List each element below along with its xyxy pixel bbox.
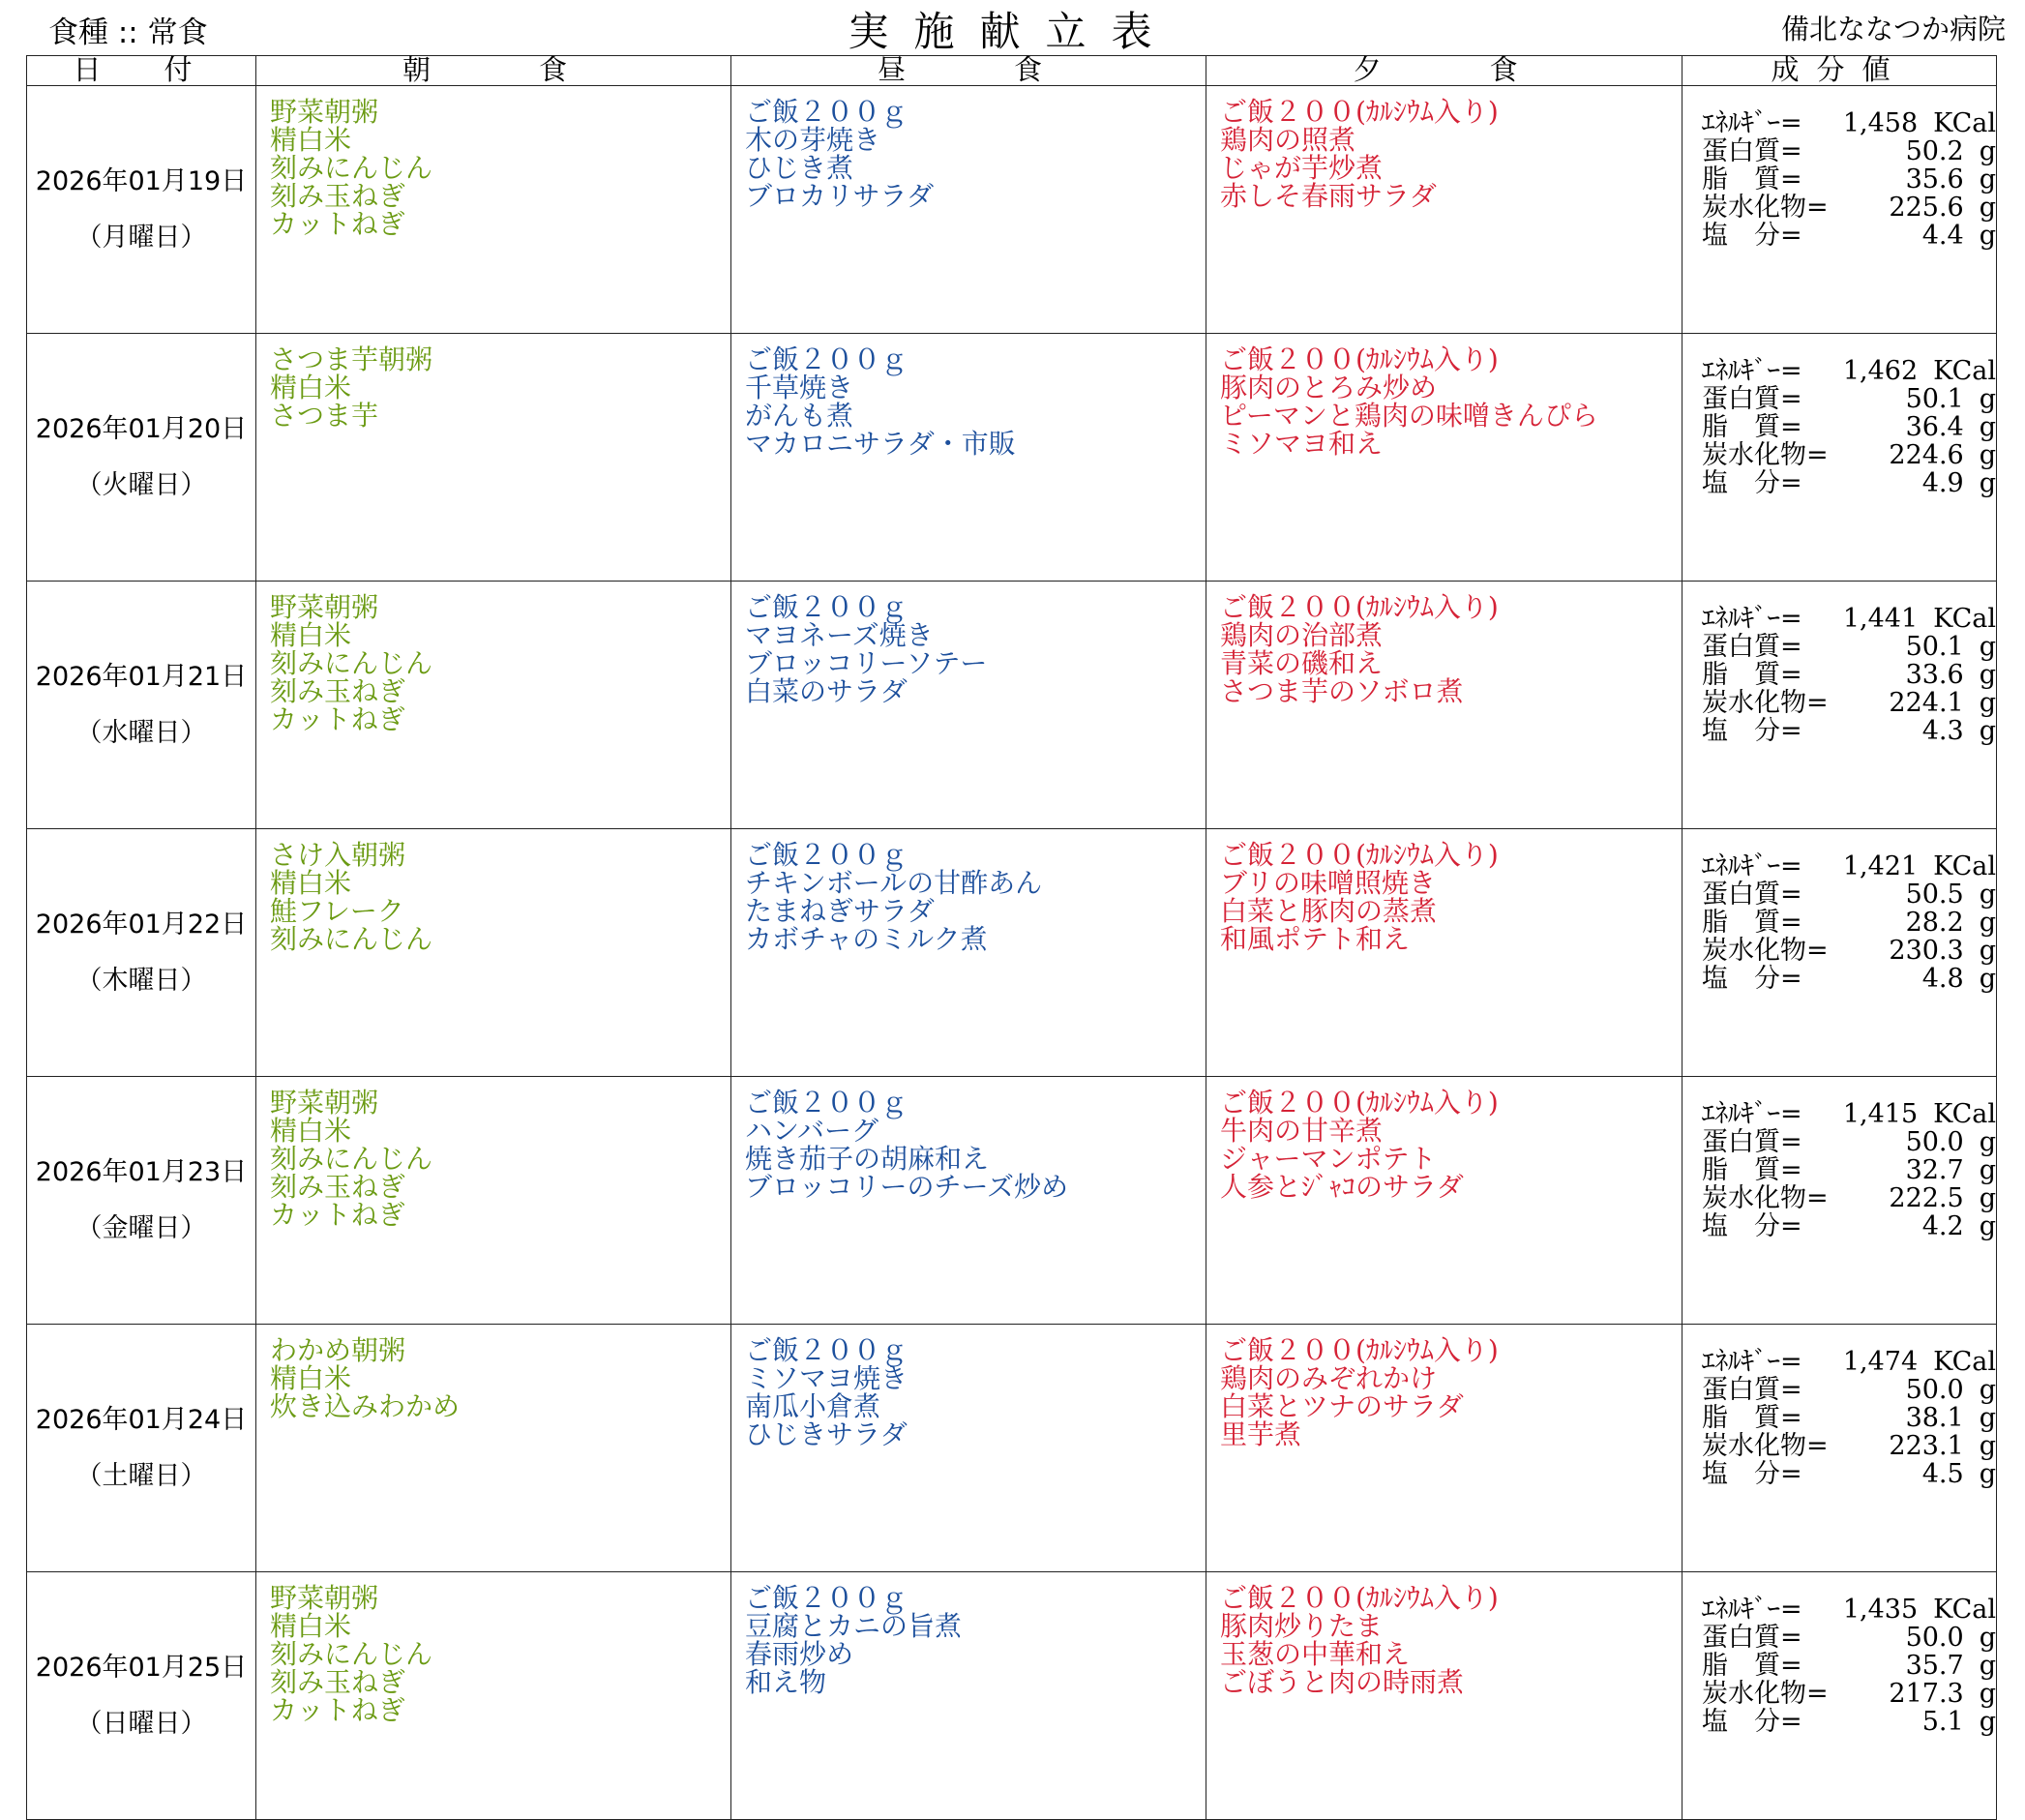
weekday-text: （火曜日） (75, 469, 207, 500)
nutrient-value: 1,462 (1842, 356, 1919, 386)
breakfast-cell (256, 829, 731, 1077)
lunch-menu-item: マヨネーズ焼き (745, 619, 934, 651)
table-row (27, 1572, 1997, 1820)
lunch-cell (731, 829, 1206, 1077)
nutrient-row-protein (1702, 385, 1996, 413)
lunch-menu-item: ひじきサラダ (745, 1418, 908, 1450)
nutrient-unit: g (1979, 221, 1996, 251)
nutrient-unit: g (1979, 716, 1996, 746)
nutrient-row-carbs (1702, 441, 1996, 469)
lunch-menu-item: 春雨炒め (745, 1638, 854, 1670)
breakfast-menu-item: 精白米 (270, 619, 352, 651)
nutrient-row-salt (1702, 717, 1996, 745)
weekday-text: （金曜日） (75, 1212, 207, 1243)
nutrient-unit: g (1979, 412, 1996, 442)
dinner-menu-item: じゃが芋炒煮 (1220, 152, 1384, 184)
nutrient-label: 塩 分= (1702, 1211, 1802, 1241)
nutrient-value: 1,441 (1842, 604, 1919, 634)
lunch-menu-item: 白菜のサラダ (745, 675, 908, 707)
breakfast-cell (256, 86, 731, 334)
nutrient-label: ｴﾈﾙｷﾞｰ= (1702, 356, 1802, 386)
nutrient-label: 脂 質= (1702, 1651, 1802, 1681)
nutrients-cell (1683, 1077, 1997, 1325)
lunch-menu-item: 木の芽焼き (745, 124, 881, 156)
nutrient-row-protein (1702, 137, 1996, 165)
nutrient-row-salt (1702, 1212, 1996, 1240)
nutrient-label: ｴﾈﾙｷﾞｰ= (1702, 851, 1802, 881)
column-header-lunch: 昼 食 (731, 56, 1206, 86)
table-header-row (27, 56, 1997, 86)
lunch-menu-item: たまねぎサラダ (745, 895, 935, 927)
nutrient-value: 4.9 (1921, 468, 1964, 498)
breakfast-menu-item: 野菜朝粥 (270, 1087, 379, 1119)
breakfast-menu-item: カットねぎ (270, 1694, 405, 1726)
nutrient-row-energy (1702, 605, 1996, 633)
nutrient-row-fat (1702, 165, 1996, 194)
nutrient-row-protein (1702, 1128, 1996, 1156)
nutrient-value: 1,415 (1842, 1099, 1919, 1129)
nutrient-row-protein (1702, 1624, 1996, 1652)
dinner-menu-item: ご飯２００(ｶﾙｼｳﾑ入り) (1220, 1087, 1499, 1119)
lunch-menu-item: 和え物 (745, 1666, 827, 1698)
nutrient-row-salt (1702, 469, 1996, 497)
nutrient-unit: g (1979, 1679, 1996, 1709)
dinner-menu-item: ご飯２００(ｶﾙｼｳﾑ入り) (1220, 96, 1499, 128)
nutrient-unit: g (1979, 964, 1996, 994)
nutrient-label: 脂 質= (1702, 1155, 1802, 1185)
lunch-menu-item: 南瓜小倉煮 (745, 1390, 881, 1422)
dinner-menu-item: 鶏肉の照煮 (1220, 124, 1356, 156)
nutrient-value: 222.5 (1889, 1183, 1964, 1213)
dinner-cell (1206, 1325, 1683, 1572)
nutrient-row-salt (1702, 965, 1996, 993)
lunch-menu-item: ご飯２００ｇ (745, 839, 908, 871)
nutrient-unit: g (1979, 1459, 1996, 1489)
dinner-menu-item: 赤しそ春雨サラダ (1220, 180, 1437, 212)
menu-table-body (27, 86, 1997, 1820)
breakfast-cell (256, 582, 731, 829)
nutrient-unit: KCal (1933, 1099, 1996, 1129)
dinner-cell (1206, 86, 1683, 334)
breakfast-cell (256, 1572, 731, 1820)
breakfast-menu-item: 刻みにんじん (270, 923, 433, 955)
dinner-cell (1206, 829, 1683, 1077)
nutrient-label: 炭水化物= (1702, 193, 1829, 223)
nutrient-label: 蛋白質= (1702, 632, 1802, 662)
nutrient-value: 50.0 (1905, 1127, 1964, 1157)
nutrient-unit: g (1979, 1707, 1996, 1737)
nutrients-cell (1683, 86, 1997, 334)
table-row (27, 1325, 1997, 1572)
nutrient-row-energy (1702, 1100, 1996, 1128)
lunch-menu-item: ご飯２００ｇ (745, 1087, 908, 1119)
nutrient-label: 脂 質= (1702, 660, 1802, 690)
nutrient-unit: KCal (1933, 1347, 1996, 1377)
dinner-menu-item: 鶏肉の治部煮 (1220, 619, 1384, 651)
nutrient-value: 225.6 (1889, 193, 1964, 223)
date-cell (27, 1572, 256, 1820)
date-text: 2026年01月20日 (35, 413, 248, 444)
table-row (27, 334, 1997, 582)
dinner-menu-item: 豚肉のとろみ炒め (1220, 372, 1438, 403)
nutrient-label: ｴﾈﾙｷﾞｰ= (1702, 1595, 1802, 1625)
breakfast-menu-item: 刻みにんじん (270, 1638, 433, 1670)
page-title: 実施献立表 (848, 8, 1177, 55)
breakfast-menu-item: カットねぎ (270, 208, 405, 240)
breakfast-menu-item: さつま芋 (270, 400, 379, 432)
lunch-cell (731, 1572, 1206, 1820)
lunch-menu-item: ハンバーグ (745, 1115, 879, 1147)
nutrient-value: 1,474 (1842, 1347, 1919, 1377)
nutrient-label: 炭水化物= (1702, 688, 1829, 718)
nutrient-unit: KCal (1933, 604, 1996, 634)
lunch-cell (731, 334, 1206, 582)
dinner-menu-item: 鶏肉のみぞれかけ (1220, 1362, 1438, 1394)
nutrient-label: 炭水化物= (1702, 1431, 1829, 1461)
nutrient-unit: g (1979, 164, 1996, 194)
nutrient-label: 炭水化物= (1702, 1679, 1829, 1709)
breakfast-menu-item: 刻みにんじん (270, 1143, 433, 1175)
nutrient-value: 4.8 (1921, 964, 1964, 994)
nutrient-row-energy (1702, 357, 1996, 385)
nutrient-value: 50.2 (1905, 136, 1964, 166)
nutrient-unit: g (1979, 440, 1996, 470)
nutrient-label: 炭水化物= (1702, 936, 1829, 966)
nutrient-unit: KCal (1933, 108, 1996, 138)
date-text: 2026年01月19日 (35, 165, 248, 196)
nutrient-unit: KCal (1933, 1595, 1996, 1625)
nutrient-value: 217.3 (1889, 1679, 1964, 1709)
nutrients-cell (1683, 1572, 1997, 1820)
nutrient-unit: g (1979, 193, 1996, 223)
nutrient-value: 50.1 (1905, 384, 1964, 414)
breakfast-cell (256, 1077, 731, 1325)
lunch-menu-item: ご飯２００ｇ (745, 96, 908, 128)
dinner-menu-item: 豚肉炒りたま (1220, 1610, 1384, 1642)
nutrient-unit: g (1979, 1183, 1996, 1213)
dinner-menu-item: 玉葱の中華和え (1220, 1638, 1411, 1670)
date-cell (27, 829, 256, 1077)
breakfast-menu-item: 刻み玉ねぎ (270, 180, 406, 212)
nutrient-value: 32.7 (1905, 1155, 1964, 1185)
dinner-cell (1206, 1572, 1683, 1820)
weekday-text: （日曜日） (75, 1708, 207, 1739)
diet-type-label: 食種 :: 常食 (48, 15, 208, 50)
nutrient-unit: g (1979, 1651, 1996, 1681)
nutrient-label: ｴﾈﾙｷﾞｰ= (1702, 108, 1802, 138)
nutrient-row-fat (1702, 413, 1996, 441)
nutrient-label: 炭水化物= (1702, 440, 1829, 470)
nutrient-row-carbs (1702, 1184, 1996, 1212)
lunch-menu-item: ブロカリサラダ (745, 180, 935, 212)
dinner-menu-item: ご飯２００(ｶﾙｼｳﾑ入り) (1220, 1334, 1499, 1366)
lunch-menu-item: ブロッコリーソテー (745, 647, 988, 679)
nutrient-row-fat (1702, 1404, 1996, 1432)
lunch-cell (731, 1077, 1206, 1325)
lunch-menu-item: 千草焼き (745, 372, 854, 403)
nutrient-unit: g (1979, 1211, 1996, 1241)
dinner-menu-item: ご飯２００(ｶﾙｼｳﾑ入り) (1220, 1582, 1499, 1614)
lunch-menu-item: ブロッコリーのチーズ炒め (745, 1171, 1069, 1203)
nutrient-value: 50.5 (1905, 880, 1964, 910)
nutrient-value: 36.4 (1905, 412, 1964, 442)
nutrient-label: 塩 分= (1702, 964, 1802, 994)
date-cell (27, 334, 256, 582)
nutrient-row-fat (1702, 1652, 1996, 1680)
dinner-menu-item: ごぼうと肉の時雨煮 (1220, 1666, 1465, 1698)
nutrient-value: 35.6 (1905, 164, 1964, 194)
nutrient-row-carbs (1702, 1680, 1996, 1708)
nutrient-value: 28.2 (1905, 908, 1964, 938)
dinner-menu-item: ご飯２００(ｶﾙｼｳﾑ入り) (1220, 839, 1499, 871)
nutrients-cell (1683, 334, 1997, 582)
nutrient-row-carbs (1702, 194, 1996, 222)
weekday-text: （水曜日） (75, 717, 207, 748)
nutrient-unit: g (1979, 1127, 1996, 1157)
breakfast-menu-item: 精白米 (270, 1362, 352, 1394)
weekday-text: （月曜日） (75, 222, 207, 253)
nutrient-row-carbs (1702, 1432, 1996, 1460)
breakfast-menu-item: 刻み玉ねぎ (270, 675, 406, 707)
date-text: 2026年01月23日 (35, 1156, 248, 1187)
nutrient-row-salt (1702, 1708, 1996, 1736)
table-row (27, 1077, 1997, 1325)
nutrient-unit: g (1979, 880, 1996, 910)
nutrients-cell (1683, 1325, 1997, 1572)
breakfast-menu-item: 精白米 (270, 372, 352, 403)
table-row (27, 86, 1997, 334)
nutrient-unit: g (1979, 136, 1996, 166)
breakfast-menu-item: 鮭フレーク (270, 895, 404, 927)
dinner-menu-item: さつま芋のソボロ煮 (1220, 675, 1464, 707)
nutrient-unit: g (1979, 468, 1996, 498)
nutrient-unit: g (1979, 1155, 1996, 1185)
nutrient-label: ｴﾈﾙｷﾞｰ= (1702, 1347, 1802, 1377)
breakfast-menu-item: 精白米 (270, 124, 352, 156)
breakfast-cell (256, 1325, 731, 1572)
dinner-menu-item: 青菜の磯和え (1220, 647, 1384, 679)
nutrient-label: 蛋白質= (1702, 1127, 1802, 1157)
table-row (27, 829, 1997, 1077)
breakfast-menu-item: 刻みにんじん (270, 647, 433, 679)
date-text: 2026年01月21日 (35, 661, 248, 692)
dinner-menu-item: ジャーマンポテト (1220, 1143, 1437, 1175)
nutrients-cell (1683, 829, 1997, 1077)
breakfast-menu-item: 野菜朝粥 (270, 96, 379, 128)
breakfast-menu-item: 精白米 (270, 1610, 352, 1642)
dinner-menu-item: 白菜とツナのサラダ (1220, 1390, 1464, 1422)
lunch-menu-item: ミソマヨ焼き (745, 1362, 908, 1394)
hospital-name: 備北ななつか病院 (1780, 13, 2006, 45)
nutrient-unit: g (1979, 384, 1996, 414)
nutrient-value: 224.6 (1889, 440, 1964, 470)
nutrient-label: 塩 分= (1702, 1707, 1802, 1737)
nutrient-value: 1,458 (1842, 108, 1919, 138)
lunch-menu-item: ご飯２００ｇ (745, 1334, 908, 1366)
nutrient-unit: g (1979, 908, 1996, 938)
nutrient-value: 35.7 (1905, 1651, 1964, 1681)
nutrient-row-protein (1702, 633, 1996, 661)
nutrient-unit: g (1979, 1375, 1996, 1405)
date-cell (27, 1077, 256, 1325)
nutrient-row-protein (1702, 1376, 1996, 1404)
lunch-menu-item: 焼き茄子の胡麻和え (745, 1143, 990, 1175)
nutrient-row-energy (1702, 1596, 1996, 1624)
nutrient-value: 50.0 (1905, 1623, 1964, 1653)
nutrient-unit: g (1979, 1403, 1996, 1433)
breakfast-menu-item: カットねぎ (270, 703, 405, 735)
nutrient-row-fat (1702, 909, 1996, 937)
nutrient-label: 蛋白質= (1702, 1375, 1802, 1405)
column-header-nutrients: 成分値 (1683, 56, 1997, 86)
dinner-cell (1206, 582, 1683, 829)
lunch-menu-item: ご飯２００ｇ (745, 343, 908, 375)
weekday-text: （木曜日） (75, 965, 207, 996)
breakfast-menu-item: さけ入朝粥 (270, 839, 406, 871)
date-text: 2026年01月25日 (35, 1652, 248, 1683)
nutrient-row-carbs (1702, 937, 1996, 965)
nutrient-unit: g (1979, 1431, 1996, 1461)
menu-table (26, 55, 1997, 1820)
nutrient-value: 50.1 (1905, 632, 1964, 662)
nutrient-value: 4.4 (1921, 221, 1964, 251)
nutrient-label: 塩 分= (1702, 221, 1802, 251)
nutrient-value: 4.2 (1921, 1211, 1964, 1241)
lunch-menu-item: マカロニサラダ・市販 (745, 428, 1016, 460)
dinner-menu-item: 和風ポテト和え (1220, 923, 1411, 955)
nutrient-label: 蛋白質= (1702, 1623, 1802, 1653)
column-header-dinner: 夕 食 (1206, 56, 1683, 86)
lunch-cell (731, 582, 1206, 829)
nutrient-unit: g (1979, 688, 1996, 718)
dinner-menu-item: ご飯２００(ｶﾙｼｳﾑ入り) (1220, 591, 1499, 623)
date-cell (27, 1325, 256, 1572)
breakfast-cell (256, 334, 731, 582)
table-row (27, 582, 1997, 829)
nutrient-value: 33.6 (1905, 660, 1964, 690)
nutrient-row-protein (1702, 880, 1996, 909)
nutrient-value: 4.5 (1921, 1459, 1964, 1489)
dinner-menu-item: 牛肉の甘辛煮 (1220, 1115, 1384, 1147)
nutrient-label: 蛋白質= (1702, 136, 1802, 166)
breakfast-menu-item: カットねぎ (270, 1199, 405, 1231)
lunch-menu-item: ご飯２００ｇ (745, 1582, 908, 1614)
nutrient-row-salt (1702, 1460, 1996, 1488)
breakfast-menu-item: 野菜朝粥 (270, 591, 379, 623)
nutrient-label: 塩 分= (1702, 1459, 1802, 1489)
breakfast-menu-item: 刻み玉ねぎ (270, 1666, 406, 1698)
nutrient-label: 塩 分= (1702, 468, 1802, 498)
nutrient-row-energy (1702, 109, 1996, 137)
nutrient-label: ｴﾈﾙｷﾞｰ= (1702, 604, 1802, 634)
dinner-cell (1206, 1077, 1683, 1325)
breakfast-menu-item: 炊き込みわかめ (270, 1390, 461, 1422)
column-header-date: 日 付 (27, 56, 256, 86)
lunch-cell (731, 86, 1206, 334)
nutrient-unit: g (1979, 936, 1996, 966)
nutrient-label: 塩 分= (1702, 716, 1802, 746)
lunch-menu-item: チキンボールの甘酢あん (745, 867, 1043, 899)
lunch-cell (731, 1325, 1206, 1572)
nutrient-value: 4.3 (1921, 716, 1964, 746)
lunch-menu-item: 豆腐とカニの旨煮 (745, 1610, 963, 1642)
breakfast-menu-item: 精白米 (270, 867, 352, 899)
nutrient-unit: g (1979, 632, 1996, 662)
nutrient-label: 脂 質= (1702, 412, 1802, 442)
nutrient-label: 脂 質= (1702, 1403, 1802, 1433)
nutrient-row-fat (1702, 661, 1996, 689)
nutrient-value: 224.1 (1889, 688, 1964, 718)
nutrient-unit: g (1979, 1623, 1996, 1653)
nutrient-row-salt (1702, 222, 1996, 250)
date-cell (27, 582, 256, 829)
lunch-menu-item: カボチャのミルク煮 (745, 923, 988, 955)
nutrient-value: 5.1 (1921, 1707, 1964, 1737)
lunch-menu-item: ご飯２００ｇ (745, 591, 908, 623)
nutrient-row-energy (1702, 852, 1996, 880)
nutrient-row-carbs (1702, 689, 1996, 717)
column-header-breakfast: 朝 食 (256, 56, 731, 86)
breakfast-menu-item: 刻みにんじん (270, 152, 433, 184)
dinner-menu-item: ご飯２００(ｶﾙｼｳﾑ入り) (1220, 343, 1499, 375)
lunch-menu-item: がんも煮 (745, 400, 854, 432)
dinner-menu-item: ミソマヨ和え (1220, 428, 1384, 460)
breakfast-menu-item: わかめ朝粥 (270, 1334, 406, 1366)
nutrient-value: 223.1 (1889, 1431, 1964, 1461)
nutrient-value: 230.3 (1889, 936, 1964, 966)
breakfast-menu-item: 精白米 (270, 1115, 352, 1147)
dinner-menu-item: ブリの味噌照焼き (1220, 867, 1436, 899)
breakfast-menu-item: 野菜朝粥 (270, 1582, 379, 1614)
nutrient-value: 38.1 (1905, 1403, 1964, 1433)
nutrient-label: 蛋白質= (1702, 880, 1802, 910)
breakfast-menu-item: 刻み玉ねぎ (270, 1171, 406, 1203)
date-text: 2026年01月22日 (35, 909, 248, 940)
nutrient-value: 50.0 (1905, 1375, 1964, 1405)
lunch-menu-item: ひじき煮 (745, 152, 854, 184)
nutrients-cell (1683, 582, 1997, 829)
nutrient-label: ｴﾈﾙｷﾞｰ= (1702, 1099, 1802, 1129)
dinner-menu-item: ピーマンと鶏肉の味噌きんぴら (1220, 400, 1598, 432)
nutrient-label: 脂 質= (1702, 908, 1802, 938)
nutrient-value: 1,435 (1842, 1595, 1919, 1625)
dinner-menu-item: 白菜と豚肉の蒸煮 (1220, 895, 1438, 927)
breakfast-menu-item: さつま芋朝粥 (270, 343, 433, 375)
nutrient-row-energy (1702, 1348, 1996, 1376)
date-text: 2026年01月24日 (35, 1404, 248, 1435)
weekday-text: （土曜日） (75, 1460, 207, 1491)
nutrient-label: 炭水化物= (1702, 1183, 1829, 1213)
nutrient-value: 1,421 (1842, 851, 1919, 881)
date-cell (27, 86, 256, 334)
nutrient-row-fat (1702, 1156, 1996, 1184)
dinner-menu-item: 人参とｼﾞｬｺのサラダ (1220, 1171, 1464, 1203)
dinner-cell (1206, 334, 1683, 582)
nutrient-unit: KCal (1933, 851, 1996, 881)
nutrient-label: 脂 質= (1702, 164, 1802, 194)
nutrient-unit: KCal (1933, 356, 1996, 386)
nutrient-label: 蛋白質= (1702, 384, 1802, 414)
dinner-menu-item: 里芋煮 (1220, 1418, 1302, 1450)
nutrient-unit: g (1979, 660, 1996, 690)
